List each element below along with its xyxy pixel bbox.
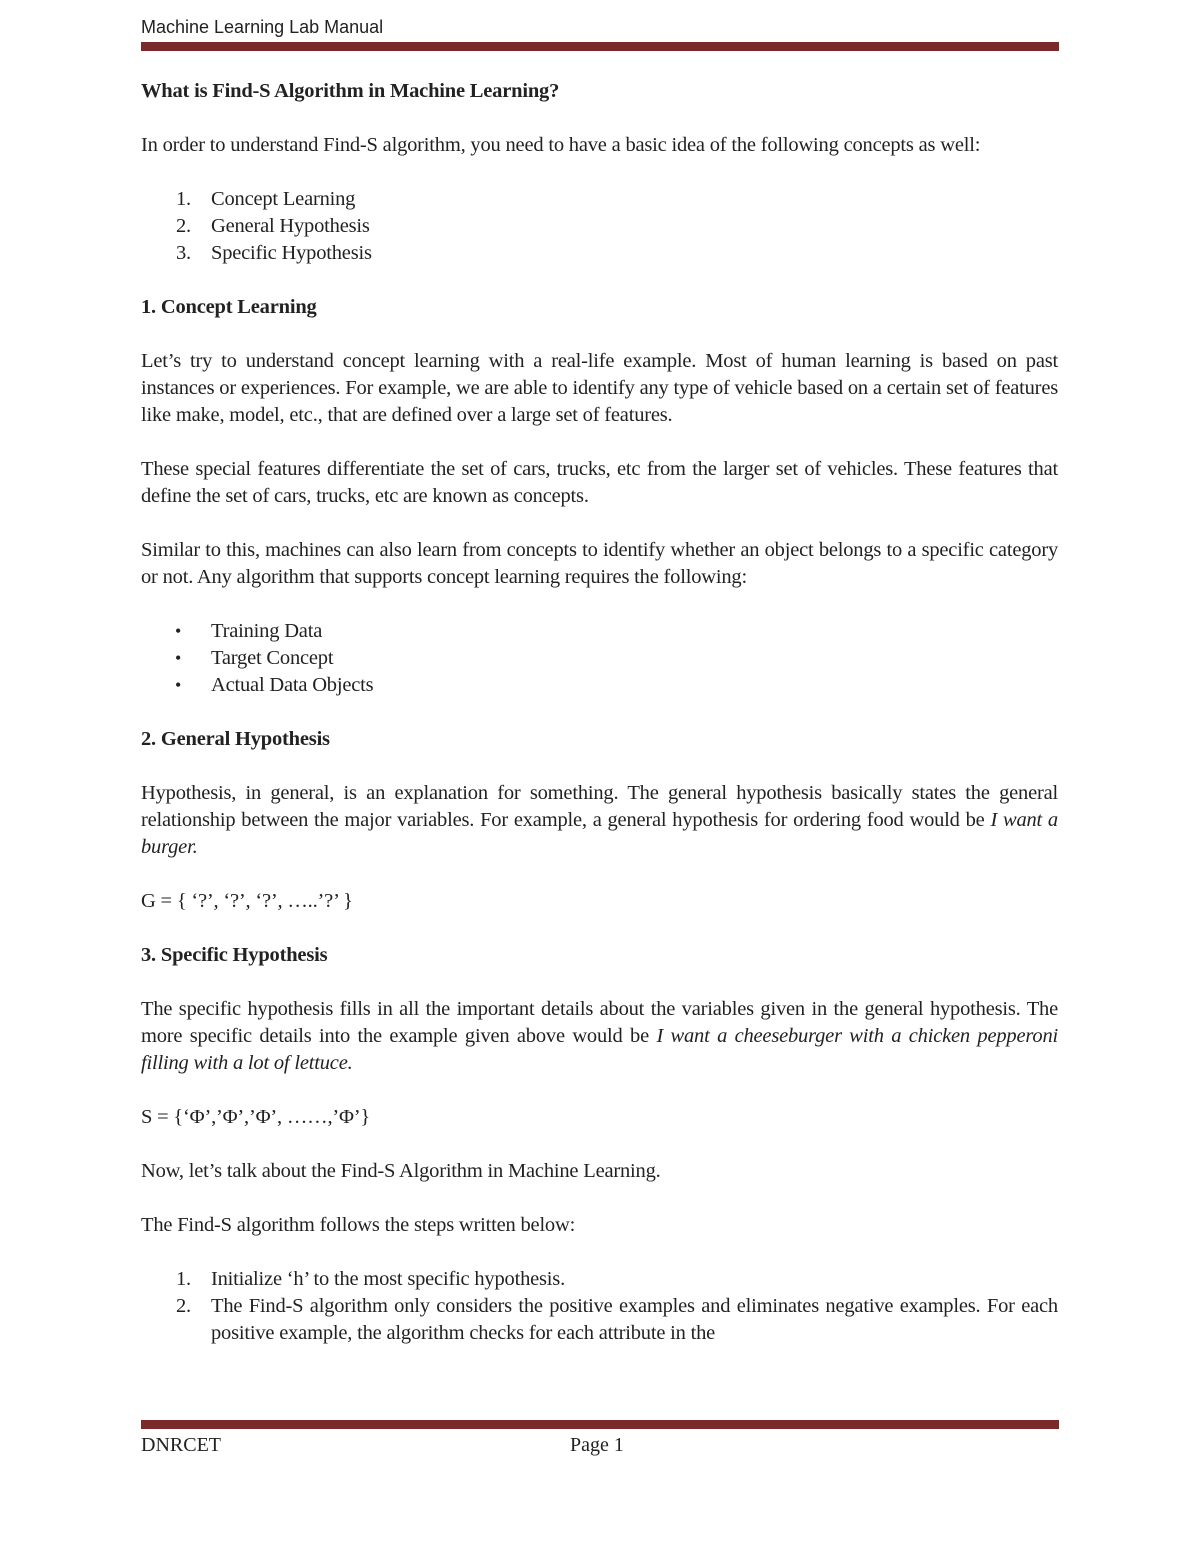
footer-rule: [141, 1420, 1059, 1429]
bullet-icon: •: [175, 648, 182, 668]
list-item: 2. The Find-S algorithm only considers the positive examples and eliminates negative examples. For each positive example, the algorithm checks for each attribute in the: [176, 1295, 1058, 1344]
page-title: What is Find-S Algorithm in Machine Learning?: [141, 80, 560, 102]
list-item: 1. Initialize ‘h’ to the most specific hypothesis.: [141, 1266, 1058, 1293]
steps-list: [141, 1266, 1058, 1347]
bullet-icon: •: [175, 621, 182, 641]
section-heading-specific-hypothesis: 3. Specific Hypothesis: [141, 944, 328, 966]
list-number: 1.: [176, 1268, 191, 1290]
list-item: • Training Data: [141, 618, 1058, 645]
list-item: • Target Concept: [141, 645, 1058, 672]
section-heading-general-hypothesis: 2. General Hypothesis: [141, 728, 330, 750]
list-number: 3.: [176, 242, 191, 264]
concepts-list: [141, 186, 1058, 267]
header-rule: [141, 42, 1059, 51]
paragraph: The specific hypothesis fills in all the important details about the variables given in the general hypothesis. The more specific details into the example given above would be I want a cheeseburger with a chicken pepperoni filling with a lot of lettuce.: [141, 998, 1058, 1074]
specific-formula: S = {‘Φ’,’Φ’,’Φ’, ……,’Φ’}: [141, 1106, 371, 1128]
section-heading-concept-learning: 1. Concept Learning: [141, 296, 317, 318]
bullet-icon: •: [175, 675, 182, 695]
footer-institution: DNRCET: [141, 1434, 221, 1456]
running-header: Machine Learning Lab Manual: [141, 17, 384, 37]
example-text: I want a burger.: [141, 809, 1058, 858]
list-item: 1. Concept Learning: [141, 186, 1058, 213]
page-number: Page 1: [570, 1434, 624, 1456]
paragraph: Hypothesis, in general, is an explanation for something. The general hypothesis basically states the general relationship between the major variables. For example, a general hypothesis for ordering food would be I want a burger.: [141, 782, 1058, 858]
paragraph: Now, let’s talk about the Find-S Algorithm in Machine Learning.: [141, 1160, 661, 1182]
list-number: 2.: [176, 215, 191, 237]
intro-paragraph: In order to understand Find-S algorithm, you need to have a basic idea of the following concepts as well:: [141, 134, 981, 156]
paragraph: Let’s try to understand concept learning with a real-life example. Most of human learning is based on past instances or experiences. For example, we are able to identify any type of vehicle based on a certain set of features like make, model, etc., that are defined over a large set of features.: [141, 350, 1058, 426]
list-item: 3. Specific Hypothesis: [141, 240, 1058, 267]
requirements-list: [141, 618, 1058, 699]
paragraph: The Find-S algorithm follows the steps written below:: [141, 1214, 576, 1236]
page-content: [141, 78, 1058, 1347]
list-item: 2. General Hypothesis: [141, 213, 1058, 240]
list-number: 2.: [176, 1295, 191, 1317]
paragraph: These special features differentiate the set of cars, trucks, etc from the larger set of vehicles. These features that define the set of cars, trucks, etc are known as concepts.: [141, 458, 1058, 507]
general-formula: G = { ‘?’, ‘?’, ‘?’, …..’?’ }: [141, 890, 353, 912]
list-number: 1.: [176, 188, 191, 210]
list-item: • Actual Data Objects: [141, 672, 1058, 699]
example-text: I want a cheeseburger with a chicken pepperoni filling with a lot of lettuce.: [141, 1025, 1058, 1074]
paragraph: Similar to this, machines can also learn from concepts to identify whether an object belongs to a specific category or not. Any algorithm that supports concept learning requires the following:: [141, 539, 1058, 588]
